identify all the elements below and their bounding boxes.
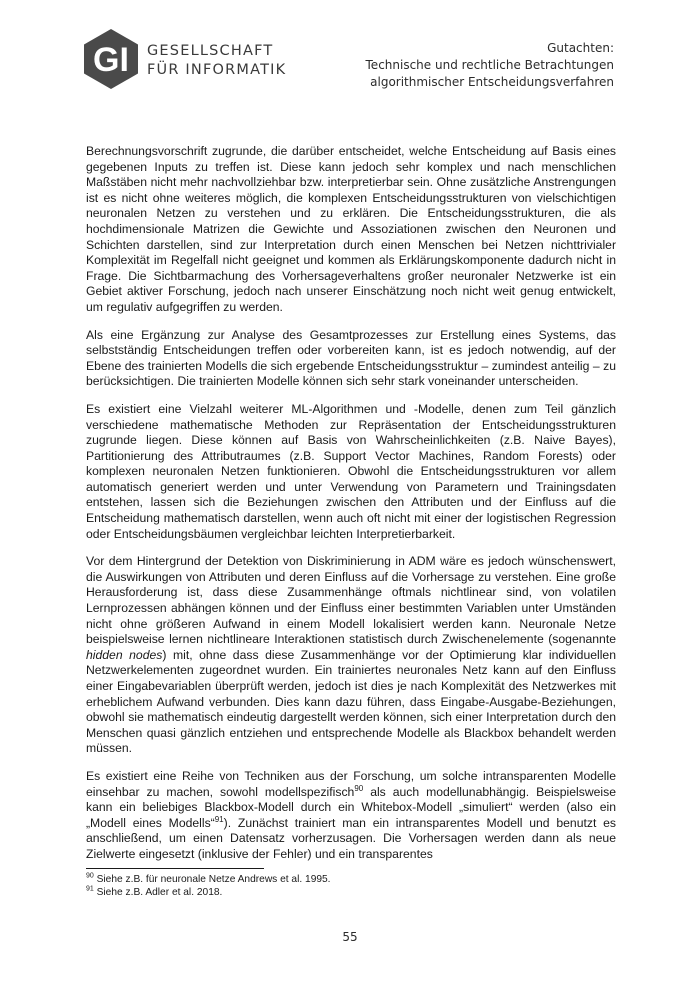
footnote-number: 91 xyxy=(86,885,94,893)
footnote-91 xyxy=(86,886,616,899)
paragraph-1: Berechnungsvorschrift zugrunde, die darüber entscheidet, welche Entscheidung auf Basis eines gegebenen Inputs zu treffen ist. Diese kann jedoch sehr komplex und nach menschlichen Maßstäben nicht mehr nachvollziehbar bzw. interpretierbar sein. Ohne zusätzliche Anstrengungen ist es nicht ohne weiteres möglich, die komplexen Entscheidungsstrukturen von vielschichtigen neuronalen Netzen zu verstehen und zu erklären. Die Entscheidungsstrukturen, die als hochdimensionale Matrizen die Gewichte und Assoziationen zwischen den Neuronen und Schichten darstellen, sind zur Interpretation durch einen Menschen bei Netzen nichttrivialer Komplexität im Regelfall nicht geeignet und kommen als Erklärungskomponente dadurch nicht in Frage. Die Sichtbarmachung des Vorhersageverhaltens großer neuronaler Netzwerke ist ein Gebiet aktiver Forschung, jedoch nach unserer Einschätzung noch nicht weit genug entwickelt, um regulativ aufgegriffen zu werden. xyxy=(86,144,616,314)
page-header xyxy=(0,0,700,100)
paragraph-4 xyxy=(86,554,616,757)
doc-title-line-2: Technische und rechtliche Betrachtungen xyxy=(365,58,614,72)
gi-logo-letters: GI xyxy=(93,41,129,79)
footnote-number: 90 xyxy=(86,872,94,880)
paragraph-5-part-a: Es existiert eine Reihe von Techniken aus der Forschung, um solche intransparenten Modelle einsehbar zu machen, sowohl modellspezifisch xyxy=(86,768,616,799)
body-text xyxy=(86,144,616,875)
document-title xyxy=(366,40,614,91)
footnote-ref-91[interactable]: 91 xyxy=(214,814,224,824)
paragraph-3: Es existiert eine Vielzahl weiterer ML-Algorithmen und -Modelle, denen zum Teil gänzlich verschiedene mathematische Methoden zur Repräsentation der Entscheidungsstrukturen zugrunde liegen. Diese können auf Basis von Wahrscheinlichkeiten (z.B. Naive Bayes), Partitionierung des Attributraumes (z.B. Support Vector Machines, Random Forests) oder komplexen neuronalen Netzen funktionieren. Obwohl die Entscheidungsstrukturen vor allem automatisch generiert werden und unter Verwendung von Parametern und Trainingsdaten entstehen, lassen sich die Beziehungen zwischen den Attributen und der Einfluss auf die Entscheidung mathematisch darstellen, wenn auch oft nicht mit einer der logistischen Regression oder Entscheidungsbäumen vergleichbar leichten Interpretierbarkeit. xyxy=(86,401,616,541)
org-line-1: GESELLSCHAFT xyxy=(147,43,274,59)
page-number: 55 xyxy=(342,930,358,944)
paragraph-5 xyxy=(86,769,616,863)
hidden-nodes-term: hidden nodes xyxy=(86,647,163,662)
footnotes xyxy=(86,868,616,899)
footnote-ref-90[interactable]: 90 xyxy=(354,783,364,793)
paragraph-5-part-c: ). Zunächst trainiert man ein intransparentes Modell und benutzt es anschließend, um einen Datensatz vorherzusagen. Die Vorhersagen werden dann als neue Zielwerte eingesetzt (inklusive der Fehler) und ein transparentes xyxy=(86,815,616,861)
doc-title-line-1: Gutachten: xyxy=(547,41,614,55)
gi-logo xyxy=(80,28,142,90)
doc-title-line-3: algorithmischer Entscheidungsverfahren xyxy=(370,75,614,89)
footnote-divider xyxy=(86,868,264,869)
paragraph-5-part-b: als auch modellunabhängig. Beispielsweise kann ein beliebiges Blackbox-Modell durch ein Whitebox-Modell „simuliert“ werden (also ein „Modell eines Modells“ xyxy=(86,784,616,830)
org-line-2: FÜR INFORMATIK xyxy=(147,62,287,78)
footnote-90 xyxy=(86,873,616,886)
footnote-text: Siehe z.B. Adler et al. 2018. xyxy=(93,887,223,898)
footnote-text: Siehe z.B. für neuronale Netze Andrews et al. 1995. xyxy=(93,874,331,885)
organization-name xyxy=(147,42,286,80)
paragraph-4-part-a: Vor dem Hintergrund der Detektion von Diskriminierung in ADM wäre es jedoch wünschenswert, die Auswirkungen von Attributen und deren Einfluss auf die Vorhersage zu verstehen. Eine große Herausforderung ist, dass diese Zusammenhänge oftmals nichtlinear sind, von volatilen Lernprozessen abhängen können und der Einfluss einer bestimmten Variablen unter Umständen nicht ohne größeren Aufwand in einem Modell lokalisiert werden kann. Neuronale Netze beispielsweise lernen nichtlineare Interaktionen statistisch durch Zwischenelemente (sogenannte xyxy=(86,554,616,647)
paragraph-2: Als eine Ergänzung zur Analyse des Gesamtprozesses zur Erstellung eines Systems, das selbstständig Entscheidungen treffen oder vorbereiten kann, ist es jedoch notwendig, auf der Ebene des trainierten Modells die sich ergebende Entscheidungsstruktur – zumindest anteilig – zu berücksichtigen. Die trainierten Modelle können sich sehr stark voneinander unterscheiden. xyxy=(86,327,616,389)
paragraph-4-part-b: ) mit, ohne dass diese Zusammenhänge vor der Optimierung klar individuellen Netzwerkelementen zugeordnet wurden. Ein trainiertes neuronales Netz kann auf den Einfluss einer Eingabevariablen überprüft werden, jedoch ist dies je nach Komplexität des Netzwerkes mit erheblichem Aufwand verbunden. Dies kann dazu führen, dass Eingabe-Ausgabe-Beziehungen, obwohl sie mathematisch eindeutig dargestellt werden können, sich einer Interpretation durch den Menschen quasi gänzlich entziehen und entsprechende Modelle als Blackbox behandelt werden müssen. xyxy=(86,647,616,756)
